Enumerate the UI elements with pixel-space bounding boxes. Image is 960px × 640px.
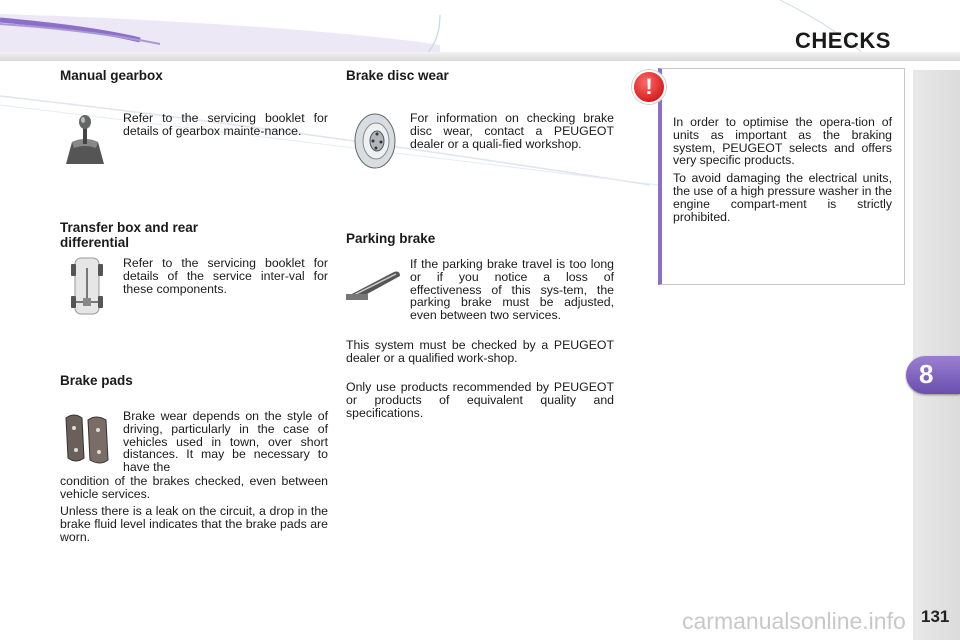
section-title: CHECKS bbox=[795, 28, 891, 53]
vehicle-top-view-icon bbox=[70, 256, 104, 316]
exclamation-icon: ! bbox=[632, 70, 666, 104]
warning-text bbox=[673, 116, 892, 228]
brake-pads-icon bbox=[62, 410, 112, 466]
transfer-box-heading-line1: Transfer box and rear bbox=[60, 220, 199, 235]
manual-gearbox-heading: Manual gearbox bbox=[60, 68, 163, 83]
page-edge-strip bbox=[913, 70, 960, 640]
brake-pads-text-full: condition of the brakes checked, even between vehicle services. bbox=[60, 474, 328, 501]
parking-brake-lever-icon bbox=[344, 262, 404, 302]
manual-gearbox-text: Refer to the servicing booklet for details of gearbox mainte-nance. bbox=[123, 111, 328, 138]
page-number: 131 bbox=[921, 607, 950, 626]
chapter-number: 8 bbox=[919, 359, 934, 389]
brake-disc-heading: Brake disc wear bbox=[346, 68, 449, 83]
parking-brake-text3: Only use products recommended by PEUGEOT or products of equivalent quality and specifications. bbox=[346, 380, 614, 420]
parking-brake-text2: This system must be checked by a PEUGEOT dealer or a qualified work-shop. bbox=[346, 338, 614, 365]
brake-pads-text2: Unless there is a leak on the circuit, a drop in the brake fluid level indicates that the brake pads are worn. bbox=[60, 504, 328, 544]
brake-pads-heading: Brake pads bbox=[60, 373, 133, 388]
warning-paragraph-1: In order to optimise the opera-tion of units as important as the braking system, PEUGEOT selects and offers very specific products. bbox=[673, 115, 892, 168]
transfer-box-heading bbox=[60, 220, 198, 250]
parking-brake-text-indented: If the parking brake travel is too long or if you notice a loss of effectiveness of this sys-tem, the parking brake must be adjusted, even between two services. bbox=[410, 257, 614, 323]
transfer-box-heading-line2: differential bbox=[60, 235, 130, 250]
parking-brake-heading: Parking brake bbox=[346, 231, 436, 246]
brake-disc-text: For information on checking brake disc wear, contact a PEUGEOT dealer or a quali-fied workshop. bbox=[410, 111, 614, 151]
brake-disc-icon bbox=[352, 112, 398, 170]
transfer-box-text: Refer to the servicing booklet for details of the service inter-val for these components. bbox=[123, 256, 328, 296]
warning-paragraph-2: To avoid damaging the electrical units, the use of a high pressure washer in the engine compart-ment is strictly prohibited. bbox=[673, 171, 892, 224]
brake-pads-text-indented: Brake wear depends on the style of driving, particularly in the case of vehicles used in town, over short distances. It may be necessary to have the bbox=[123, 409, 328, 475]
gear-lever-icon bbox=[62, 112, 108, 168]
watermark: carmanualsonline.info bbox=[682, 608, 906, 634]
